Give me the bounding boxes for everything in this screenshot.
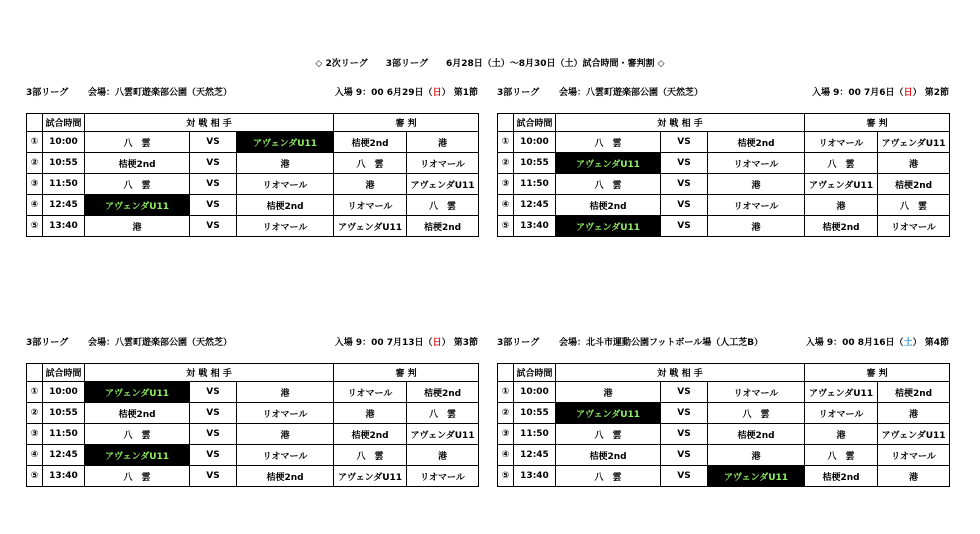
round-label: 第4節	[924, 338, 949, 348]
referee-team-1: 桔梗2nd	[805, 466, 878, 487]
block-header	[26, 335, 478, 349]
referee-team-1: 桔梗2nd	[805, 216, 878, 237]
match-table	[497, 113, 950, 237]
match-table	[497, 363, 950, 487]
table-row	[27, 445, 479, 466]
block-header	[497, 335, 949, 349]
schedule-block-1	[26, 85, 478, 233]
match-table	[26, 363, 479, 487]
home-team: 桔梗2nd	[85, 403, 190, 424]
referee-team-1: 八 雲	[805, 153, 878, 174]
match-number: ①	[498, 382, 514, 403]
match-number: ③	[27, 174, 43, 195]
home-team: アヴェンダU11	[85, 195, 190, 216]
league-label: 3部リーグ	[26, 338, 69, 348]
referee-team-1: 八 雲	[334, 445, 407, 466]
header-match: 対 戦 相 手	[85, 114, 334, 132]
referee-team-2: リオマール	[878, 445, 950, 466]
home-team: 桔梗2nd	[556, 195, 661, 216]
match-time: 11:50	[514, 424, 556, 445]
match-number: ②	[27, 403, 43, 424]
referee-team-2: 港	[407, 445, 479, 466]
away-team: 桔梗2nd	[708, 424, 805, 445]
match-number: ⑤	[498, 216, 514, 237]
home-team: アヴェンダU11	[85, 445, 190, 466]
away-team: 桔梗2nd	[708, 132, 805, 153]
referee-team-1: 港	[334, 403, 407, 424]
table-row	[27, 216, 479, 237]
entry-date: 入場 9：00 7月6日（	[811, 88, 904, 98]
referee-team-2: 港	[878, 153, 950, 174]
vs-label: VS	[661, 424, 708, 445]
referee-team-2: 港	[878, 466, 950, 487]
match-time: 11:50	[43, 424, 85, 445]
match-number: ①	[27, 382, 43, 403]
referee-team-2: 八 雲	[878, 195, 950, 216]
table-row	[27, 424, 479, 445]
entry-date: 入場 9：00 7月13日（	[334, 338, 433, 348]
table-row	[498, 195, 950, 216]
header-no	[498, 364, 514, 382]
round-label: 第2節	[924, 88, 949, 98]
schedule-block-4	[497, 335, 949, 483]
match-time: 12:45	[43, 195, 85, 216]
referee-team-1: 桔梗2nd	[334, 424, 407, 445]
table-header-row	[498, 364, 950, 382]
header-match: 対 戦 相 手	[556, 364, 805, 382]
match-time: 13:40	[514, 466, 556, 487]
referee-team-2: リオマール	[407, 153, 479, 174]
referee-team-2: 港	[407, 132, 479, 153]
referee-team-2: 桔梗2nd	[407, 216, 479, 237]
table-row	[498, 216, 950, 237]
referee-team-2: 桔梗2nd	[878, 382, 950, 403]
home-team: アヴェンダU11	[556, 153, 661, 174]
weekday: 日	[432, 88, 442, 98]
vs-label: VS	[190, 403, 237, 424]
entry-date-round	[806, 335, 949, 348]
weekday-close: ）	[441, 338, 451, 348]
match-time: 13:40	[43, 466, 85, 487]
table-row	[498, 424, 950, 445]
home-team: 桔梗2nd	[85, 153, 190, 174]
away-team: リオマール	[708, 153, 805, 174]
away-team: アヴェンダU11	[237, 132, 334, 153]
match-number: ①	[498, 132, 514, 153]
match-number: ④	[27, 195, 43, 216]
home-team: 八 雲	[556, 174, 661, 195]
match-number: ⑤	[498, 466, 514, 487]
schedule-block-2	[497, 85, 949, 233]
vs-label: VS	[190, 153, 237, 174]
header-match: 対 戦 相 手	[85, 364, 334, 382]
vs-label: VS	[661, 382, 708, 403]
referee-team-2: 港	[878, 403, 950, 424]
match-number: ③	[498, 174, 514, 195]
table-row	[498, 466, 950, 487]
weekday-close: ）	[912, 338, 922, 348]
table-header-row	[27, 364, 479, 382]
table-row	[498, 382, 950, 403]
match-number: ④	[498, 195, 514, 216]
away-team: 桔梗2nd	[237, 466, 334, 487]
table-row	[27, 153, 479, 174]
venue-label: 会場：八雲町遊楽部公園（天然芝）	[559, 88, 704, 98]
away-team: リオマール	[708, 195, 805, 216]
referee-team-1: アヴェンダU11	[805, 174, 878, 195]
header-time: 試合時間	[514, 114, 556, 132]
away-team: リオマール	[237, 174, 334, 195]
match-time: 11:50	[43, 174, 85, 195]
weekday: 土	[903, 338, 913, 348]
match-number: ⑤	[27, 216, 43, 237]
referee-team-2: リオマール	[878, 216, 950, 237]
table-header-row	[27, 114, 479, 132]
referee-team-1: アヴェンダU11	[334, 466, 407, 487]
match-number: ②	[27, 153, 43, 174]
vs-label: VS	[190, 424, 237, 445]
home-team: 八 雲	[85, 132, 190, 153]
vs-label: VS	[661, 403, 708, 424]
match-number: ③	[498, 424, 514, 445]
match-number: ④	[498, 445, 514, 466]
weekday: 日	[432, 338, 442, 348]
match-time: 13:40	[514, 216, 556, 237]
match-number: ①	[27, 132, 43, 153]
league-label: 3部リーグ	[26, 88, 69, 98]
referee-team-2: アヴェンダU11	[407, 174, 479, 195]
match-time: 13:40	[43, 216, 85, 237]
vs-label: VS	[661, 445, 708, 466]
entry-date-round	[812, 85, 949, 98]
away-team: リオマール	[237, 445, 334, 466]
round-label: 第3節	[453, 338, 478, 348]
table-row	[498, 153, 950, 174]
match-table	[26, 113, 479, 237]
match-time: 10:55	[514, 153, 556, 174]
home-team: アヴェンダU11	[556, 403, 661, 424]
vs-label: VS	[661, 466, 708, 487]
header-no	[27, 364, 43, 382]
block-header	[26, 85, 478, 99]
match-number: ③	[27, 424, 43, 445]
schedule-block-3	[26, 335, 478, 483]
page-title: ◇ 2次リーグ 3部リーグ 6月28日（土）～8月30日（土）試合時間・審判割 ◇	[315, 59, 665, 69]
referee-team-2: 桔梗2nd	[878, 174, 950, 195]
table-row	[498, 403, 950, 424]
referee-team-1: 港	[334, 174, 407, 195]
header-referee: 審 判	[805, 114, 950, 132]
header-referee: 審 判	[805, 364, 950, 382]
match-number: ④	[27, 445, 43, 466]
weekday: 日	[903, 88, 913, 98]
away-team: アヴェンダU11	[708, 466, 805, 487]
referee-team-2: アヴェンダU11	[878, 132, 950, 153]
table-row	[27, 382, 479, 403]
round-label: 第1節	[453, 88, 478, 98]
vs-label: VS	[661, 174, 708, 195]
weekday-close: ）	[441, 88, 451, 98]
table-header-row	[498, 114, 950, 132]
referee-team-1: 港	[805, 424, 878, 445]
away-team: リオマール	[708, 382, 805, 403]
referee-team-2: アヴェンダU11	[407, 424, 479, 445]
referee-team-1: 八 雲	[805, 445, 878, 466]
referee-team-2: アヴェンダU11	[878, 424, 950, 445]
weekday-close: ）	[912, 88, 922, 98]
home-team: 港	[556, 382, 661, 403]
home-team: 八 雲	[556, 466, 661, 487]
vs-label: VS	[661, 216, 708, 237]
home-team: 八 雲	[85, 466, 190, 487]
table-row	[27, 174, 479, 195]
header-time: 試合時間	[43, 114, 85, 132]
header-no	[27, 114, 43, 132]
vs-label: VS	[661, 195, 708, 216]
referee-team-2: 八 雲	[407, 195, 479, 216]
home-team: 八 雲	[556, 132, 661, 153]
referee-team-1: アヴェンダU11	[334, 216, 407, 237]
match-number: ②	[498, 403, 514, 424]
away-team: リオマール	[237, 403, 334, 424]
match-number: ②	[498, 153, 514, 174]
away-team: 港	[708, 174, 805, 195]
referee-team-2: リオマール	[407, 466, 479, 487]
match-time: 12:45	[43, 445, 85, 466]
table-row	[27, 403, 479, 424]
entry-date-round	[335, 85, 478, 98]
match-time: 12:45	[514, 195, 556, 216]
away-team: 港	[708, 445, 805, 466]
table-row	[27, 466, 479, 487]
referee-team-1: 桔梗2nd	[334, 132, 407, 153]
venue-label: 会場：八雲町遊楽部公園（天然芝）	[88, 338, 233, 348]
vs-label: VS	[190, 174, 237, 195]
vs-label: VS	[190, 445, 237, 466]
referee-team-1: リオマール	[334, 195, 407, 216]
match-time: 10:55	[43, 153, 85, 174]
away-team: 港	[237, 153, 334, 174]
match-time: 10:00	[514, 382, 556, 403]
match-time: 10:55	[514, 403, 556, 424]
referee-team-2: 八 雲	[407, 403, 479, 424]
table-row	[498, 445, 950, 466]
match-number: ⑤	[27, 466, 43, 487]
vs-label: VS	[661, 132, 708, 153]
referee-team-2: 桔梗2nd	[407, 382, 479, 403]
away-team: 港	[237, 424, 334, 445]
vs-label: VS	[190, 216, 237, 237]
home-team: 八 雲	[85, 424, 190, 445]
match-time: 11:50	[514, 174, 556, 195]
away-team: 港	[708, 216, 805, 237]
home-team: 八 雲	[85, 174, 190, 195]
home-team: 桔梗2nd	[556, 445, 661, 466]
table-row	[498, 174, 950, 195]
referee-team-1: 八 雲	[334, 153, 407, 174]
vs-label: VS	[190, 466, 237, 487]
venue-label: 会場：北斗市運動公園フットボール場（人工芝B）	[559, 338, 764, 348]
referee-team-1: アヴェンダU11	[805, 382, 878, 403]
entry-date-round	[335, 335, 478, 348]
header-referee: 審 判	[334, 114, 479, 132]
away-team: リオマール	[237, 216, 334, 237]
header-no	[498, 114, 514, 132]
header-match: 対 戦 相 手	[556, 114, 805, 132]
match-time: 10:55	[43, 403, 85, 424]
referee-team-1: 港	[805, 195, 878, 216]
table-row	[27, 195, 479, 216]
table-row	[27, 132, 479, 153]
league-label: 3部リーグ	[497, 88, 540, 98]
match-time: 10:00	[43, 132, 85, 153]
away-team: 桔梗2nd	[237, 195, 334, 216]
league-label: 3部リーグ	[497, 338, 540, 348]
vs-label: VS	[661, 153, 708, 174]
entry-date: 入場 9：00 6月29日（	[334, 88, 433, 98]
referee-team-1: リオマール	[805, 403, 878, 424]
vs-label: VS	[190, 382, 237, 403]
home-team: 八 雲	[556, 424, 661, 445]
venue-label: 会場：八雲町遊楽部公園（天然芝）	[88, 88, 233, 98]
away-team: 八 雲	[708, 403, 805, 424]
referee-team-1: リオマール	[805, 132, 878, 153]
match-time: 10:00	[43, 382, 85, 403]
match-time: 10:00	[514, 132, 556, 153]
header-time: 試合時間	[514, 364, 556, 382]
entry-date: 入場 9：00 8月16日（	[805, 338, 904, 348]
home-team: アヴェンダU11	[85, 382, 190, 403]
header-referee: 審 判	[334, 364, 479, 382]
home-team: 港	[85, 216, 190, 237]
home-team: アヴェンダU11	[556, 216, 661, 237]
away-team: 港	[237, 382, 334, 403]
vs-label: VS	[190, 195, 237, 216]
table-row	[498, 132, 950, 153]
block-header	[497, 85, 949, 99]
match-time: 12:45	[514, 445, 556, 466]
vs-label: VS	[190, 132, 237, 153]
header-time: 試合時間	[43, 364, 85, 382]
referee-team-1: リオマール	[334, 382, 407, 403]
